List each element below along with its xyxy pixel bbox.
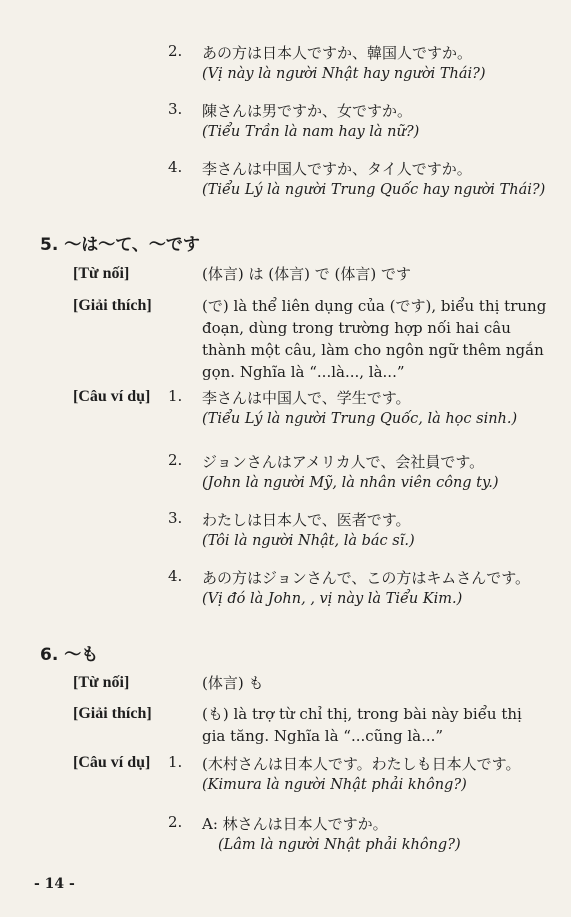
connector-label: [Từ nối] <box>73 265 130 282</box>
example-translation: (John là người Mỹ, là nhân viên công ty.) <box>202 475 499 491</box>
example-translation: (Vị này là người Nhật hay người Thái?) <box>202 66 486 82</box>
example-number: 2. <box>168 42 183 60</box>
example-translation: (Tiểu Trần là nam hay là nữ?) <box>202 124 420 140</box>
explanation-label: [Giải thích] <box>73 297 152 314</box>
explanation-label: [Giải thích] <box>73 705 152 722</box>
example-translation: (Tôi là người Nhật, là bác sĩ.) <box>202 533 415 549</box>
connector-pattern: (体言) も <box>202 674 264 692</box>
example-japanese: A: 林さんは日本人ですか。 <box>202 815 388 833</box>
example-number: 1. <box>168 753 183 771</box>
example-japanese: (木村さんは日本人です。わたしも日本人です。 <box>202 755 521 773</box>
example-translation: (Vị đó là John, , vị này là Tiểu Kim.) <box>202 591 463 607</box>
example-japanese: 李さんは中国人ですか、タイ人ですか。 <box>202 160 472 178</box>
example-number: 3. <box>168 509 183 527</box>
example-japanese: あの方はジョンさんで、この方はキムさんです。 <box>202 569 531 587</box>
example-number: 4. <box>168 158 183 176</box>
example-japanese: わたしは日本人で、医者です。 <box>202 511 411 529</box>
example-number: 4. <box>168 567 183 585</box>
example-japanese: 李さんは中国人で、学生です。 <box>202 389 411 407</box>
example-translation: (Tiểu Lý là người Trung Quốc hay người Thái?) <box>202 182 546 198</box>
connector-pattern: (体言) は (体言) で (体言) です <box>202 265 411 283</box>
explanation-text: (で) là thể liên dụng của (です), biểu thị trung đoạn, dùng trong trường hợp nối hai câu thành một câu, làm cho ngôn ngữ thêm ngắn gọn. Nghĩa là “...là..., là...” <box>202 297 547 381</box>
examples-label: [Câu ví dụ] <box>73 388 151 405</box>
examples-label: [Câu ví dụ] <box>73 754 151 771</box>
example-number: 3. <box>168 100 183 118</box>
example-japanese: ジョンさんはアメリカ人で、会社員です。 <box>202 453 485 471</box>
explanation-text: (も) là trợ từ chỉ thị, trong bài này biểu thị gia tăng. Nghĩa là “...cũng là...” <box>202 705 522 745</box>
page-number: - 14 - <box>34 876 75 892</box>
example-number: 2. <box>168 451 183 469</box>
section-heading: 6. ～も <box>40 645 99 665</box>
example-number: 2. <box>168 813 183 831</box>
example-translation: (Lâm là người Nhật phải không?) <box>218 837 461 853</box>
section-heading: 5. ～は～て、～です <box>40 235 200 255</box>
example-translation: (Tiểu Lý là người Trung Quốc, là học sinh.) <box>202 411 518 427</box>
example-japanese: 陳さんは男ですか、女ですか。 <box>202 102 413 120</box>
example-number: 1. <box>168 387 183 405</box>
connector-label: [Từ nối] <box>73 674 130 691</box>
example-translation: (Kimura là người Nhật phải không?) <box>202 777 467 793</box>
example-japanese: あの方は日本人ですか、韓国人ですか。 <box>202 44 473 62</box>
